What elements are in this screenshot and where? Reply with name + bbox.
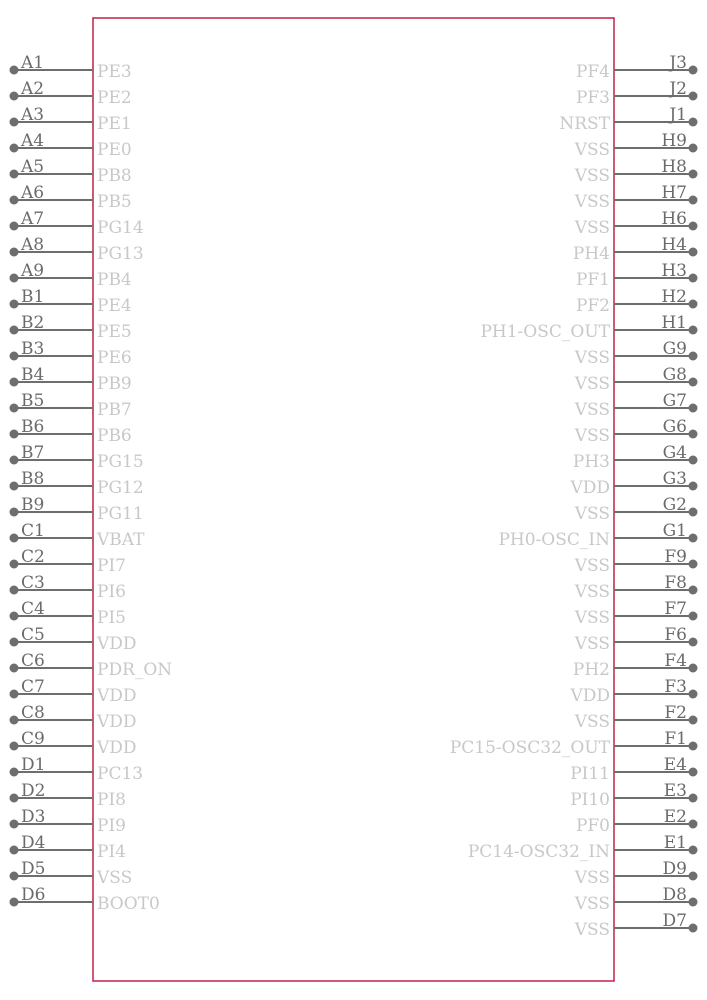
pin-number: J3 [669, 53, 687, 73]
pin-name: PI4 [97, 842, 126, 862]
pin-number: B4 [21, 365, 45, 385]
pin-name: VDD [570, 686, 610, 706]
pin-name: PB4 [97, 270, 132, 290]
pin-number: E4 [663, 755, 687, 775]
pin-name: PI7 [97, 556, 126, 576]
pin-F1 [450, 729, 698, 758]
pin-name: PB9 [97, 374, 132, 394]
pin-endpoint-dot [689, 456, 698, 465]
pin-number: B6 [21, 417, 45, 437]
pin-endpoint-dot [689, 898, 698, 907]
pin-name: NRST [559, 114, 610, 134]
pin-number: A7 [21, 209, 45, 229]
pin-endpoint-dot [689, 586, 698, 595]
pin-B7 [10, 443, 144, 472]
pin-F7 [574, 599, 698, 628]
pin-number: H9 [661, 131, 687, 151]
pin-endpoint-dot [689, 404, 698, 413]
right-pin-group [450, 53, 698, 940]
pin-name: PI8 [97, 790, 126, 810]
pin-name: PI9 [97, 816, 126, 836]
pin-name: PG12 [97, 478, 144, 498]
pin-number: E1 [663, 833, 687, 853]
pin-C2 [10, 547, 126, 576]
pin-name: VSS [574, 400, 610, 420]
pin-number: F4 [664, 651, 687, 671]
pin-name: PF1 [575, 270, 610, 290]
pin-endpoint-dot [689, 508, 698, 517]
pin-endpoint-dot [689, 482, 698, 491]
pin-endpoint-dot [10, 144, 19, 153]
pin-endpoint-dot [689, 612, 698, 621]
pin-F6 [574, 625, 698, 654]
pin-A8 [10, 235, 144, 264]
pin-name: PG11 [97, 504, 144, 524]
pin-name: VSS [574, 634, 610, 654]
pin-endpoint-dot [10, 326, 19, 335]
pin-name: VSS [574, 894, 610, 914]
chip-body [93, 18, 614, 981]
pin-E2 [576, 807, 698, 836]
pin-name: VSS [574, 868, 610, 888]
pin-number: A2 [21, 79, 45, 99]
pin-D7 [574, 911, 698, 940]
pin-name: PH0-OSC_IN [498, 530, 610, 550]
pin-endpoint-dot [689, 378, 698, 387]
pin-name: PI11 [570, 764, 610, 784]
pin-endpoint-dot [10, 300, 19, 309]
pin-name: PE0 [97, 140, 132, 160]
pin-endpoint-dot [689, 638, 698, 647]
pin-F3 [569, 677, 697, 706]
pin-endpoint-dot [10, 586, 19, 595]
pin-number: G3 [662, 469, 687, 489]
pin-endpoint-dot [10, 716, 19, 725]
pin-number: H3 [661, 261, 687, 281]
pin-number: A5 [21, 157, 45, 177]
pin-endpoint-dot [10, 768, 19, 777]
pin-number: A1 [21, 53, 45, 73]
pin-number: B9 [21, 495, 45, 515]
pin-endpoint-dot [689, 690, 698, 699]
pin-name: VSS [574, 920, 610, 940]
pin-B4 [10, 365, 132, 394]
pin-B5 [10, 391, 132, 420]
pin-number: A3 [21, 105, 45, 125]
pin-name: PB5 [97, 192, 132, 212]
pin-number: D6 [21, 885, 46, 905]
pin-endpoint-dot [10, 170, 19, 179]
pin-H6 [574, 209, 698, 238]
pin-name: PH1-OSC_OUT [480, 322, 610, 342]
pin-number: J2 [669, 79, 687, 99]
pin-number: H4 [661, 235, 687, 255]
pin-B6 [10, 417, 132, 446]
pin-name: VDD [570, 478, 610, 498]
pin-number: F8 [664, 573, 687, 593]
pin-B1 [10, 287, 132, 316]
pin-C8 [10, 703, 137, 732]
pin-H2 [576, 287, 698, 316]
pin-endpoint-dot [10, 222, 19, 231]
pin-H3 [576, 261, 698, 290]
pin-endpoint-dot [10, 92, 19, 101]
pin-G3 [569, 469, 697, 498]
pin-name: PC13 [97, 764, 144, 784]
pin-number: G6 [662, 417, 687, 437]
pin-name: VSS [574, 608, 610, 628]
pin-number: H2 [661, 287, 687, 307]
pin-endpoint-dot [689, 534, 698, 543]
pin-name: VSS [574, 712, 610, 732]
pin-C3 [10, 573, 126, 602]
pin-endpoint-dot [689, 144, 698, 153]
pin-D8 [574, 885, 698, 914]
pin-number: D5 [21, 859, 46, 879]
pin-name: PE2 [97, 88, 132, 108]
pin-name: PG15 [97, 452, 144, 472]
pin-number: F3 [664, 677, 687, 697]
pin-name: VSS [574, 504, 610, 524]
pin-number: F2 [664, 703, 687, 723]
pin-endpoint-dot [10, 612, 19, 621]
pin-endpoint-dot [689, 248, 698, 257]
pin-name: PB7 [97, 400, 132, 420]
pin-A9 [10, 261, 132, 290]
pin-endpoint-dot [689, 196, 698, 205]
pin-endpoint-dot [689, 66, 698, 75]
pin-number: C8 [21, 703, 45, 723]
pin-A3 [10, 105, 132, 134]
pin-endpoint-dot [10, 872, 19, 881]
pin-C9 [10, 729, 137, 758]
pin-endpoint-dot [689, 846, 698, 855]
pin-name: PF4 [575, 62, 610, 82]
pin-number: G2 [662, 495, 687, 515]
pin-number: D2 [21, 781, 46, 801]
pin-endpoint-dot [10, 638, 19, 647]
pin-C7 [10, 677, 137, 706]
pin-A4 [10, 131, 132, 160]
pin-name: PE6 [97, 348, 132, 368]
pin-number: D7 [662, 911, 687, 931]
pin-name: PI6 [97, 582, 126, 602]
pin-D4 [10, 833, 126, 862]
pin-B8 [10, 469, 144, 498]
pin-A7 [10, 209, 144, 238]
pin-G2 [574, 495, 698, 524]
pin-endpoint-dot [689, 924, 698, 933]
pin-number: C5 [21, 625, 45, 645]
pin-G7 [574, 391, 698, 420]
pin-number: C3 [21, 573, 45, 593]
pin-endpoint-dot [10, 352, 19, 361]
pin-number: D9 [662, 859, 687, 879]
pin-name: VDD [97, 712, 137, 732]
pin-number: D4 [21, 833, 46, 853]
pin-number: E3 [663, 781, 687, 801]
pin-number: F7 [664, 599, 687, 619]
pin-number: C6 [21, 651, 45, 671]
pin-name: PH3 [572, 452, 610, 472]
pin-number: F9 [664, 547, 687, 567]
pin-number: A4 [21, 131, 45, 151]
pin-endpoint-dot [10, 846, 19, 855]
pin-endpoint-dot [10, 690, 19, 699]
pin-H4 [573, 235, 698, 264]
pin-name: PF0 [575, 816, 610, 836]
pin-C6 [10, 651, 173, 680]
pin-name: PE5 [97, 322, 132, 342]
pin-name: PH2 [572, 660, 610, 680]
pin-endpoint-dot [10, 66, 19, 75]
pin-number: H7 [661, 183, 687, 203]
pin-H9 [574, 131, 698, 160]
pin-number: G1 [662, 521, 687, 541]
pin-A6 [10, 183, 132, 212]
pin-number: E2 [663, 807, 687, 827]
pin-G9 [574, 339, 698, 368]
pin-J3 [576, 53, 698, 82]
pin-A1 [10, 53, 132, 82]
pin-J1 [559, 105, 697, 134]
pin-number: H6 [661, 209, 687, 229]
pin-endpoint-dot [689, 274, 698, 283]
pin-H1 [480, 313, 697, 342]
pin-F2 [574, 703, 698, 732]
pin-name: PI5 [97, 608, 126, 628]
pin-endpoint-dot [10, 534, 19, 543]
pin-number: C2 [21, 547, 45, 567]
pin-E1 [468, 833, 698, 862]
pin-D5 [10, 859, 133, 888]
pin-G4 [573, 443, 698, 472]
pin-name: PC15-OSC32_OUT [449, 738, 610, 758]
pin-E4 [570, 755, 697, 784]
pin-endpoint-dot [10, 482, 19, 491]
pin-name: PE1 [97, 114, 132, 134]
pin-number: H1 [661, 313, 687, 333]
pin-F8 [574, 573, 698, 602]
pin-number: F6 [664, 625, 687, 645]
pin-A5 [10, 157, 132, 186]
pin-number: B5 [21, 391, 45, 411]
pin-H7 [574, 183, 698, 212]
pin-name: PE4 [97, 296, 132, 316]
pin-number: B2 [21, 313, 45, 333]
pin-number: B3 [21, 339, 45, 359]
pin-name: VSS [574, 556, 610, 576]
pin-number: C7 [21, 677, 45, 697]
pin-endpoint-dot [10, 118, 19, 127]
pin-endpoint-dot [689, 716, 698, 725]
pin-endpoint-dot [689, 560, 698, 569]
pin-endpoint-dot [689, 872, 698, 881]
pin-number: A8 [21, 235, 45, 255]
pin-number: C9 [21, 729, 45, 749]
pin-G1 [498, 521, 697, 550]
pin-endpoint-dot [689, 118, 698, 127]
pin-D1 [10, 755, 144, 784]
pin-number: A9 [21, 261, 45, 281]
pin-endpoint-dot [10, 248, 19, 257]
pin-endpoint-dot [689, 300, 698, 309]
pin-name: PE3 [97, 62, 132, 82]
pin-name: PG14 [97, 218, 144, 238]
pin-number: A6 [21, 183, 45, 203]
pin-name: VSS [97, 868, 133, 888]
pin-number: C4 [21, 599, 45, 619]
pin-number: B1 [21, 287, 45, 307]
pin-name: VSS [574, 166, 610, 186]
pin-endpoint-dot [689, 794, 698, 803]
pin-number: G4 [662, 443, 687, 463]
pin-name: PI10 [570, 790, 610, 810]
left-pin-group [10, 53, 173, 914]
pin-endpoint-dot [10, 794, 19, 803]
pin-number: D1 [21, 755, 46, 775]
pin-name: VSS [574, 218, 610, 238]
pin-H8 [574, 157, 698, 186]
pin-number: D3 [21, 807, 46, 827]
pin-name: VSS [574, 582, 610, 602]
pin-F4 [573, 651, 698, 680]
pin-endpoint-dot [689, 326, 698, 335]
pin-number: B8 [21, 469, 45, 489]
pin-endpoint-dot [689, 430, 698, 439]
pin-name: PB8 [97, 166, 132, 186]
pin-D3 [10, 807, 126, 836]
pin-number: G8 [662, 365, 687, 385]
pin-A2 [10, 79, 132, 108]
pin-endpoint-dot [689, 820, 698, 829]
pin-C4 [10, 599, 126, 628]
pin-name: VDD [97, 634, 137, 654]
pin-name: PDR_ON [97, 660, 173, 680]
pin-name: PC14-OSC32_IN [467, 842, 610, 862]
pin-endpoint-dot [689, 222, 698, 231]
pin-number: C1 [21, 521, 45, 541]
pin-name: VSS [574, 348, 610, 368]
pin-D6 [10, 885, 160, 914]
pin-endpoint-dot [10, 560, 19, 569]
pin-endpoint-dot [689, 170, 698, 179]
pin-F9 [574, 547, 698, 576]
pin-endpoint-dot [689, 768, 698, 777]
pin-D2 [10, 781, 126, 810]
pin-endpoint-dot [10, 274, 19, 283]
pin-endpoint-dot [689, 664, 698, 673]
pin-name: VSS [574, 374, 610, 394]
pin-name: PF3 [575, 88, 610, 108]
pin-name: VDD [97, 738, 137, 758]
pin-name: VBAT [97, 530, 145, 550]
pin-name: PG13 [97, 244, 144, 264]
pin-endpoint-dot [10, 404, 19, 413]
pin-endpoint-dot [10, 378, 19, 387]
pin-endpoint-dot [10, 508, 19, 517]
pin-name: VSS [574, 140, 610, 160]
pin-B2 [10, 313, 132, 342]
pin-endpoint-dot [689, 352, 698, 361]
pin-endpoint-dot [10, 196, 19, 205]
pin-name: BOOT0 [97, 894, 160, 914]
pin-endpoint-dot [10, 898, 19, 907]
pin-name: VSS [574, 192, 610, 212]
pin-C5 [10, 625, 137, 654]
pin-B9 [10, 495, 144, 524]
pin-number: H8 [661, 157, 687, 177]
pin-number: G9 [662, 339, 687, 359]
pin-G8 [574, 365, 698, 394]
pin-J2 [576, 79, 698, 108]
pin-C1 [10, 521, 146, 550]
pin-endpoint-dot [689, 742, 698, 751]
pin-endpoint-dot [10, 820, 19, 829]
pin-G6 [574, 417, 698, 446]
pin-endpoint-dot [10, 430, 19, 439]
pin-E3 [570, 781, 697, 810]
pin-endpoint-dot [10, 456, 19, 465]
pin-name: VSS [574, 426, 610, 446]
pin-number: G7 [662, 391, 687, 411]
pin-number: B7 [21, 443, 45, 463]
pin-endpoint-dot [10, 664, 19, 673]
pin-endpoint-dot [10, 742, 19, 751]
pin-number: F1 [664, 729, 687, 749]
pin-D9 [574, 859, 698, 888]
pin-name: PB6 [97, 426, 132, 446]
pin-name: PF2 [575, 296, 610, 316]
pin-name: VDD [97, 686, 137, 706]
pin-number: J1 [669, 105, 687, 125]
pin-endpoint-dot [689, 92, 698, 101]
pin-number: D8 [662, 885, 687, 905]
pin-name: PH4 [572, 244, 610, 264]
pin-B3 [10, 339, 132, 368]
